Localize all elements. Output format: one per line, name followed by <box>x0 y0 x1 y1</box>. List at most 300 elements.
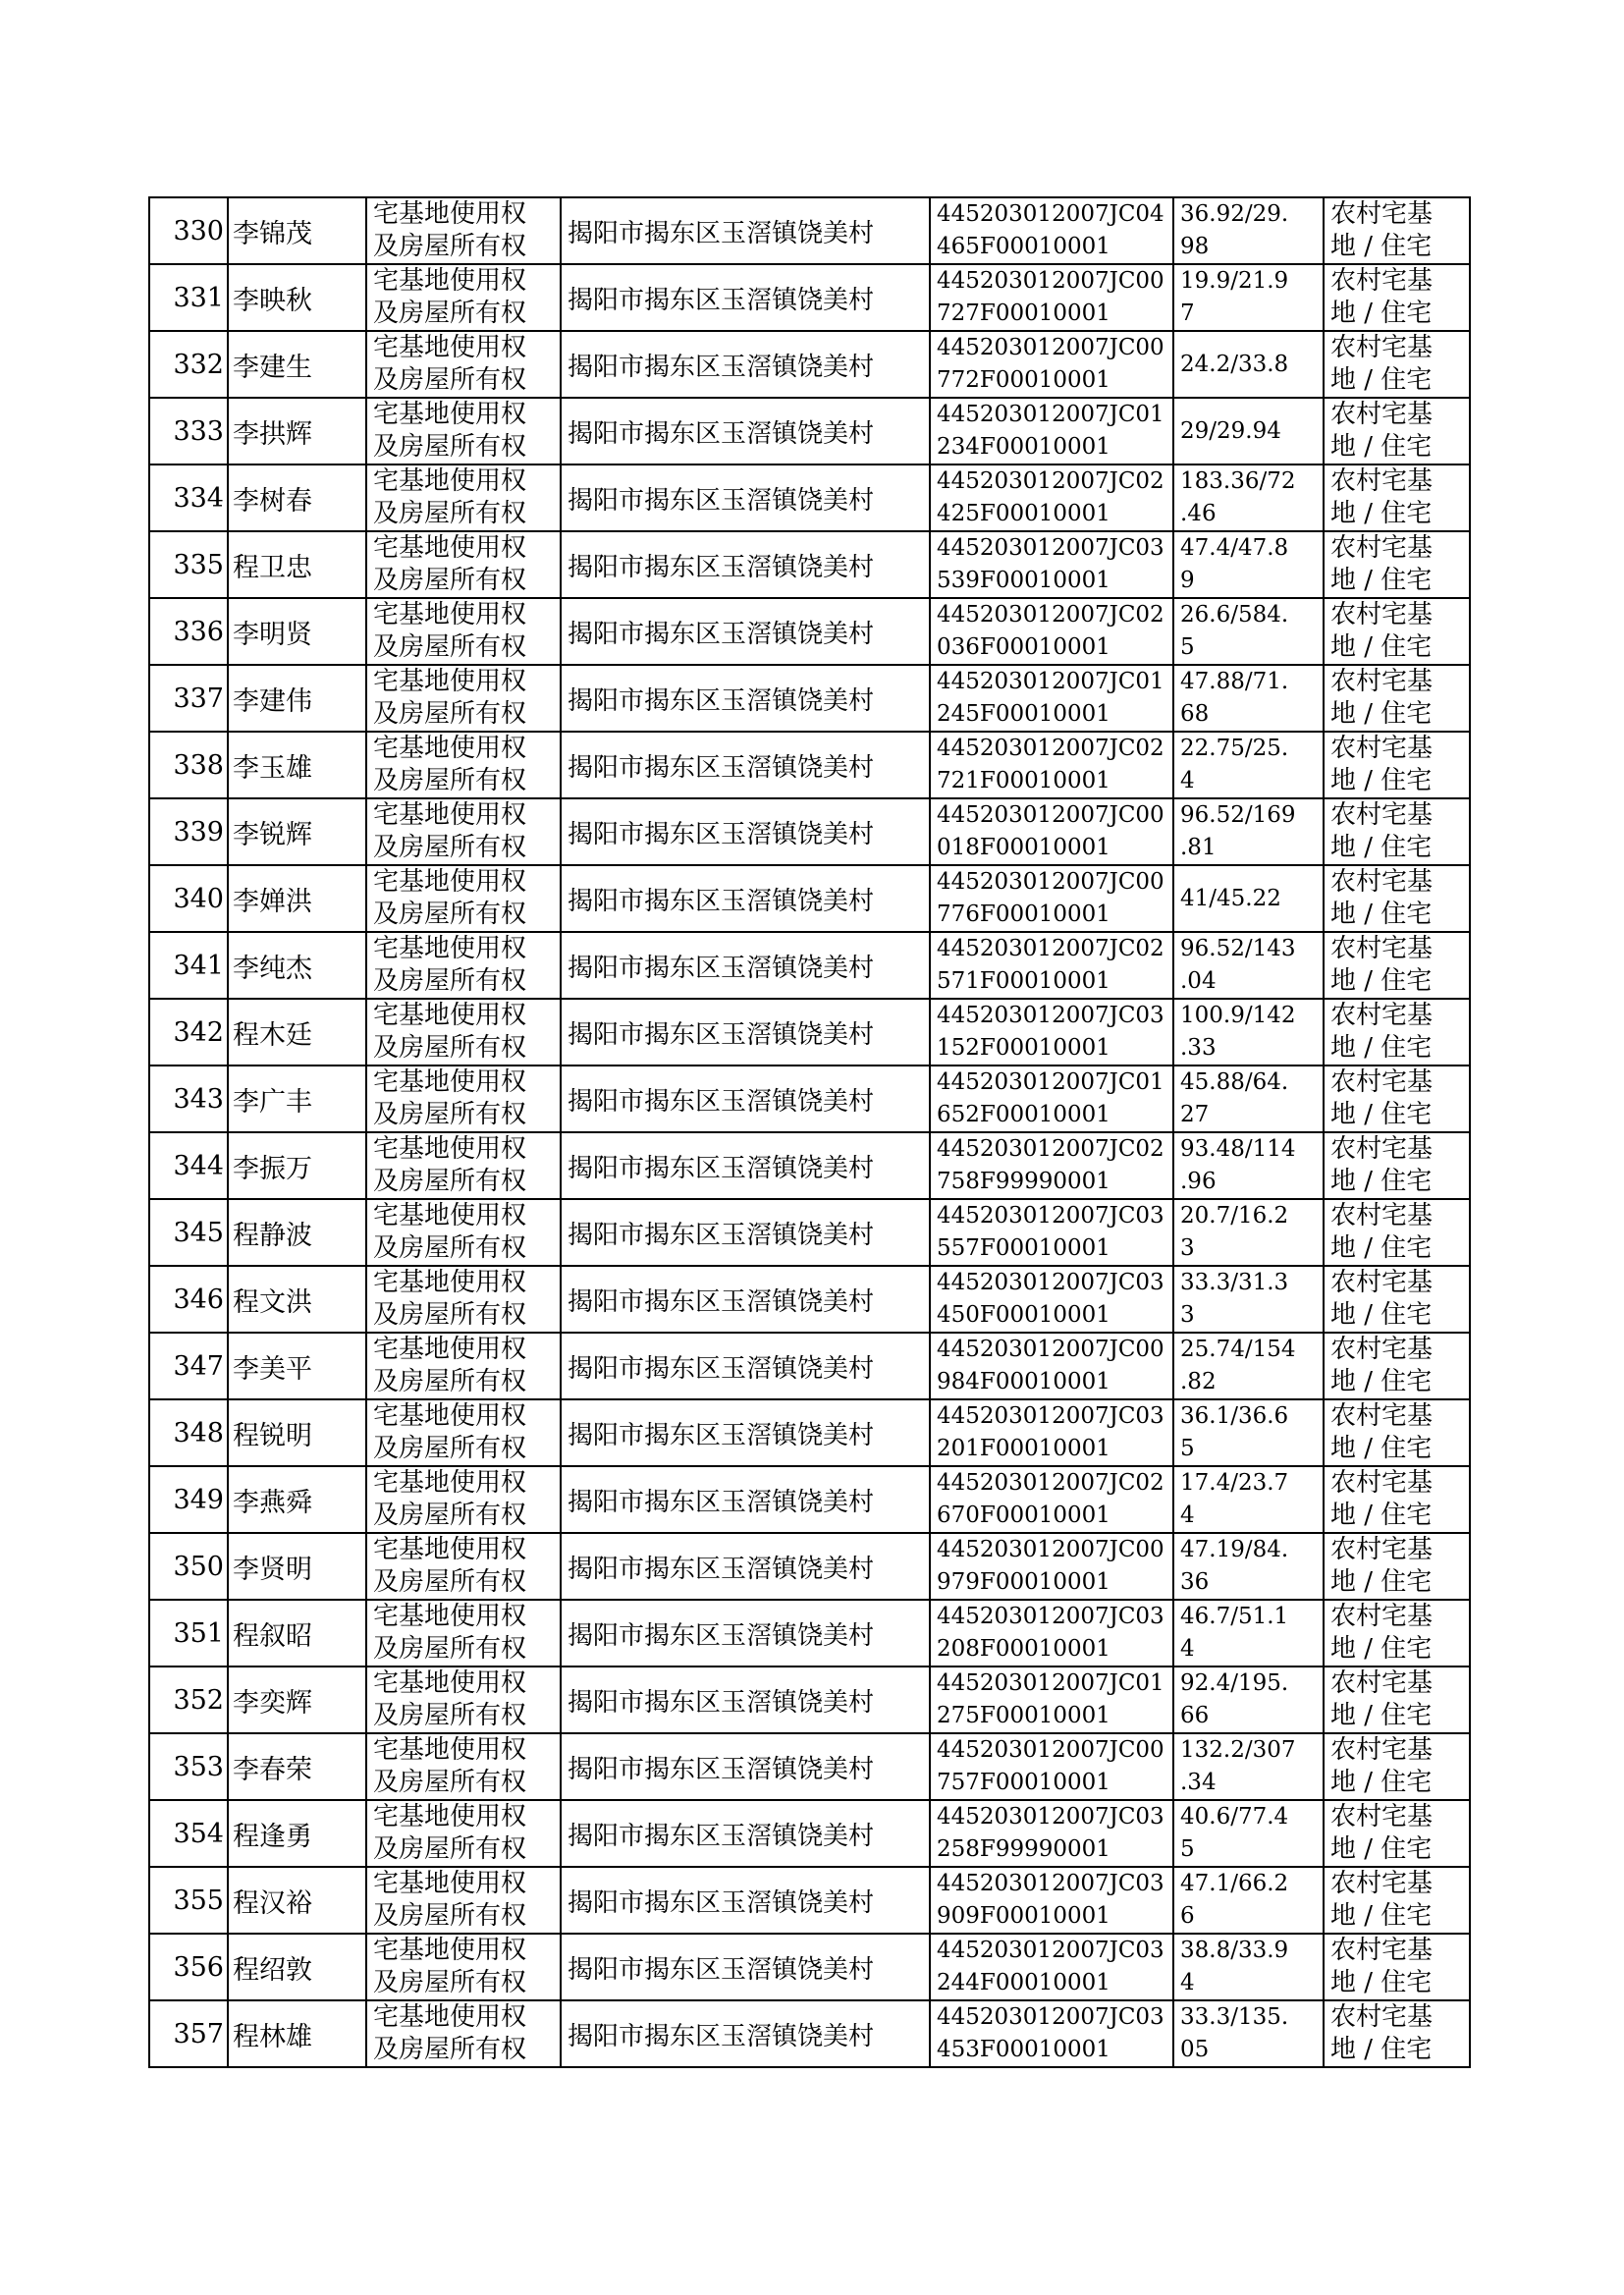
right-type <box>366 398 561 464</box>
parcel-code <box>930 1399 1173 1466</box>
parcel-code-line-2: 275F00010001 <box>937 1703 1110 1728</box>
parcel-code <box>930 1733 1173 1800</box>
location: 揭阳市揭东区玉滘镇饶美村 <box>561 1733 930 1800</box>
area-line-1: 33.3/31.3 <box>1180 1270 1289 1295</box>
usage-line-1: 农村宅基 <box>1330 1134 1434 1164</box>
owner-name: 李纯杰 <box>228 932 366 999</box>
parcel-code <box>930 999 1173 1066</box>
right-type-line-2: 及房屋所有权 <box>373 2035 527 2064</box>
parcel-code-line-2: 772F00010001 <box>937 367 1110 393</box>
right-type <box>366 798 561 865</box>
area-line-2: 5 <box>1180 634 1195 660</box>
area <box>1173 1600 1324 1667</box>
location: 揭阳市揭东区玉滘镇饶美村 <box>561 665 930 732</box>
right-type-line-1: 宅基地使用权 <box>373 1535 527 1564</box>
parcel-code-line-1: 445203012007JC00 <box>937 1737 1164 1763</box>
area-line-1: 100.9/142 <box>1180 1003 1296 1028</box>
right-type-line-2: 及房屋所有权 <box>373 1501 527 1530</box>
area <box>1173 1667 1324 1733</box>
right-type-line-2: 及房屋所有权 <box>373 299 527 328</box>
owner-name: 李婵洪 <box>228 865 366 932</box>
right-type-line-2: 及房屋所有权 <box>373 1100 527 1129</box>
parcel-code <box>930 1667 1173 1733</box>
usage <box>1324 2000 1470 2067</box>
location: 揭阳市揭东区玉滘镇饶美村 <box>561 1066 930 1132</box>
usage-line-2: 地 / 住宅 <box>1330 1300 1433 1330</box>
usage-line-2: 地 / 住宅 <box>1330 833 1433 862</box>
right-type-line-2: 及房屋所有权 <box>373 365 527 395</box>
usage-line-1: 农村宅基 <box>1330 266 1434 296</box>
usage-line-1: 农村宅基 <box>1330 934 1434 963</box>
row-number: 341 <box>149 932 228 999</box>
parcel-code <box>930 398 1173 464</box>
parcel-code-line-1: 445203012007JC00 <box>937 268 1164 294</box>
area <box>1173 1399 1324 1466</box>
usage-line-2: 地 / 住宅 <box>1330 766 1433 795</box>
parcel-code-line-1: 445203012007JC03 <box>937 2004 1164 2030</box>
area-line-2: .82 <box>1180 1369 1217 1394</box>
usage-line-1: 农村宅基 <box>1330 1001 1434 1030</box>
parcel-code <box>930 1600 1173 1667</box>
right-type <box>366 2000 561 2067</box>
usage <box>1324 932 1470 999</box>
area-line-1: 19.9/21.9 <box>1180 268 1289 294</box>
area-line-2: 4 <box>1180 1970 1195 1995</box>
row-number: 340 <box>149 865 228 932</box>
right-type-line-1: 宅基地使用权 <box>373 2002 527 2032</box>
owner-name: 李燕舜 <box>228 1466 366 1533</box>
usage-line-1: 农村宅基 <box>1330 199 1434 229</box>
usage-line-1: 农村宅基 <box>1330 867 1434 897</box>
area-line-1: 41/45.22 <box>1180 885 1281 911</box>
area-line-1: 47.1/66.2 <box>1180 1871 1289 1896</box>
row-number: 336 <box>149 598 228 665</box>
right-type <box>366 1600 561 1667</box>
right-type-line-1: 宅基地使用权 <box>373 600 527 629</box>
area-line-2: 5 <box>1180 1836 1195 1862</box>
right-type-line-1: 宅基地使用权 <box>373 1802 527 1831</box>
owner-name: 程汉裕 <box>228 1867 366 1934</box>
row-number: 344 <box>149 1132 228 1199</box>
parcel-code-line-1: 445203012007JC03 <box>937 1938 1164 1963</box>
owner-name: 李建生 <box>228 331 366 398</box>
parcel-code-line-1: 445203012007JC03 <box>937 1003 1164 1028</box>
table-row <box>149 2000 1470 2067</box>
area <box>1173 331 1324 398</box>
row-number: 346 <box>149 1266 228 1333</box>
area-line-2: 6 <box>1180 1903 1195 1929</box>
parcel-code-line-1: 445203012007JC01 <box>937 402 1164 427</box>
area-line-2: .46 <box>1180 501 1217 526</box>
area <box>1173 1934 1324 2000</box>
usage <box>1324 732 1470 798</box>
owner-name: 李贤明 <box>228 1533 366 1600</box>
usage-line-1: 农村宅基 <box>1330 667 1434 696</box>
location: 揭阳市揭东区玉滘镇饶美村 <box>561 197 930 264</box>
usage <box>1324 1132 1470 1199</box>
owner-name: 程锐明 <box>228 1399 366 1466</box>
parcel-code-line-1: 445203012007JC00 <box>937 869 1164 895</box>
row-number: 337 <box>149 665 228 732</box>
owner-name: 李树春 <box>228 464 366 531</box>
area-line-1: 36.92/29. <box>1180 201 1289 227</box>
usage <box>1324 1066 1470 1132</box>
table-row <box>149 1399 1470 1466</box>
right-type-line-2: 及房屋所有权 <box>373 1901 527 1931</box>
area-line-1: 25.74/154 <box>1180 1337 1296 1362</box>
area-line-1: 29/29.94 <box>1180 417 1281 444</box>
area-line-1: 47.19/84. <box>1180 1537 1289 1562</box>
right-type-line-2: 及房屋所有权 <box>373 499 527 528</box>
table-row <box>149 732 1470 798</box>
usage-line-1: 农村宅基 <box>1330 1468 1434 1498</box>
row-number: 350 <box>149 1533 228 1600</box>
area <box>1173 732 1324 798</box>
location: 揭阳市揭东区玉滘镇饶美村 <box>561 2000 930 2067</box>
usage-line-2: 地 / 住宅 <box>1330 365 1433 395</box>
area <box>1173 1800 1324 1867</box>
right-type-line-1: 宅基地使用权 <box>373 1335 527 1364</box>
location: 揭阳市揭东区玉滘镇饶美村 <box>561 1132 930 1199</box>
parcel-code-line-1: 445203012007JC02 <box>937 468 1164 494</box>
area <box>1173 598 1324 665</box>
right-type-line-1: 宅基地使用权 <box>373 199 527 229</box>
area <box>1173 531 1324 598</box>
table-row <box>149 1934 1470 2000</box>
parcel-code <box>930 264 1173 331</box>
usage-line-2: 地 / 住宅 <box>1330 299 1433 328</box>
table-row <box>149 531 1470 598</box>
parcel-code-line-2: 201F00010001 <box>937 1436 1110 1461</box>
owner-name: 程卫忠 <box>228 531 366 598</box>
right-type-line-2: 及房屋所有权 <box>373 1567 527 1597</box>
location: 揭阳市揭东区玉滘镇饶美村 <box>561 932 930 999</box>
location: 揭阳市揭东区玉滘镇饶美村 <box>561 264 930 331</box>
row-number: 354 <box>149 1800 228 1867</box>
row-number: 355 <box>149 1867 228 1934</box>
parcel-code-line-1: 445203012007JC00 <box>937 335 1164 360</box>
parcel-code-line-2: 018F00010001 <box>937 835 1110 860</box>
right-type <box>366 1199 561 1266</box>
owner-name: 李明贤 <box>228 598 366 665</box>
parcel-code-line-2: 721F00010001 <box>937 768 1110 793</box>
right-type <box>366 1934 561 2000</box>
right-type-line-2: 及房屋所有权 <box>373 232 527 261</box>
table-row <box>149 1733 1470 1800</box>
usage-line-2: 地 / 住宅 <box>1330 900 1433 929</box>
row-number: 335 <box>149 531 228 598</box>
area-line-2: .33 <box>1180 1035 1217 1061</box>
area-line-2: 05 <box>1180 2037 1210 2062</box>
usage-line-1: 农村宅基 <box>1330 2002 1434 2032</box>
right-type <box>366 1266 561 1333</box>
right-type <box>366 598 561 665</box>
area <box>1173 1066 1324 1132</box>
usage <box>1324 531 1470 598</box>
right-type-line-1: 宅基地使用权 <box>373 1201 527 1230</box>
usage-line-1: 农村宅基 <box>1330 800 1434 830</box>
parcel-code-line-2: 757F00010001 <box>937 1770 1110 1795</box>
right-type <box>366 1533 561 1600</box>
parcel-code-line-2: 234F00010001 <box>937 434 1110 460</box>
area-line-1: 45.88/64. <box>1180 1069 1289 1095</box>
parcel-code-line-2: 979F00010001 <box>937 1569 1110 1595</box>
usage-line-2: 地 / 住宅 <box>1330 1834 1433 1864</box>
parcel-code <box>930 464 1173 531</box>
usage-line-1: 农村宅基 <box>1330 1869 1434 1898</box>
owner-name: 李玉雄 <box>228 732 366 798</box>
usage <box>1324 1733 1470 1800</box>
right-type-line-1: 宅基地使用权 <box>373 333 527 362</box>
right-type-line-2: 及房屋所有权 <box>373 1834 527 1864</box>
owner-name: 程叙昭 <box>228 1600 366 1667</box>
usage-line-2: 地 / 住宅 <box>1330 1033 1433 1063</box>
right-type-line-1: 宅基地使用权 <box>373 1869 527 1898</box>
parcel-code <box>930 598 1173 665</box>
parcel-code-line-2: 152F00010001 <box>937 1035 1110 1061</box>
right-type <box>366 531 561 598</box>
parcel-code-line-2: 208F00010001 <box>937 1636 1110 1662</box>
location: 揭阳市揭东区玉滘镇饶美村 <box>561 1600 930 1667</box>
right-type-line-1: 宅基地使用权 <box>373 934 527 963</box>
right-type-line-1: 宅基地使用权 <box>373 466 527 496</box>
table-row <box>149 464 1470 531</box>
area-line-2: 36 <box>1180 1569 1210 1595</box>
usage-line-2: 地 / 住宅 <box>1330 432 1433 462</box>
right-type <box>366 331 561 398</box>
usage <box>1324 1800 1470 1867</box>
parcel-code <box>930 932 1173 999</box>
right-type-line-2: 及房屋所有权 <box>373 632 527 662</box>
row-number: 351 <box>149 1600 228 1667</box>
usage-line-2: 地 / 住宅 <box>1330 1567 1433 1597</box>
area-line-2: .04 <box>1180 968 1217 994</box>
right-type <box>366 264 561 331</box>
row-number: 343 <box>149 1066 228 1132</box>
table-body <box>149 197 1470 2067</box>
area <box>1173 1199 1324 1266</box>
usage-line-1: 农村宅基 <box>1330 1201 1434 1230</box>
row-number: 333 <box>149 398 228 464</box>
right-type <box>366 665 561 732</box>
location: 揭阳市揭东区玉滘镇饶美村 <box>561 1867 930 1934</box>
row-number: 342 <box>149 999 228 1066</box>
right-type-line-1: 宅基地使用权 <box>373 1401 527 1431</box>
usage <box>1324 1600 1470 1667</box>
usage <box>1324 464 1470 531</box>
parcel-code-line-1: 445203012007JC03 <box>937 1203 1164 1229</box>
usage <box>1324 197 1470 264</box>
area-line-1: 132.2/307 <box>1180 1737 1296 1763</box>
parcel-code <box>930 197 1173 264</box>
owner-name: 程绍敦 <box>228 1934 366 2000</box>
table-row <box>149 1199 1470 1266</box>
area-line-2: 98 <box>1180 234 1210 259</box>
location: 揭阳市揭东区玉滘镇饶美村 <box>561 1667 930 1733</box>
right-type-line-1: 宅基地使用权 <box>373 1001 527 1030</box>
parcel-code-line-1: 445203012007JC01 <box>937 669 1164 694</box>
usage-line-2: 地 / 住宅 <box>1330 1901 1433 1931</box>
right-type-line-2: 及房屋所有权 <box>373 900 527 929</box>
usage-line-1: 农村宅基 <box>1330 1602 1434 1631</box>
area-line-2: 4 <box>1180 768 1195 793</box>
table-row <box>149 197 1470 264</box>
area <box>1173 264 1324 331</box>
usage <box>1324 1333 1470 1399</box>
area <box>1173 1466 1324 1533</box>
row-number: 353 <box>149 1733 228 1800</box>
owner-name: 程木廷 <box>228 999 366 1066</box>
area <box>1173 2000 1324 2067</box>
parcel-code-line-2: 727F00010001 <box>937 301 1110 326</box>
parcel-code <box>930 1867 1173 1934</box>
table-row <box>149 331 1470 398</box>
usage-line-1: 农村宅基 <box>1330 734 1434 763</box>
table-row <box>149 1466 1470 1533</box>
area-line-2: 4 <box>1180 1503 1195 1528</box>
parcel-code-line-2: 465F00010001 <box>937 234 1110 259</box>
right-type-line-1: 宅基地使用权 <box>373 1602 527 1631</box>
usage-line-1: 农村宅基 <box>1330 1802 1434 1831</box>
usage-line-1: 农村宅基 <box>1330 1067 1434 1097</box>
right-type-line-2: 及房屋所有权 <box>373 833 527 862</box>
row-number: 348 <box>149 1399 228 1466</box>
usage-line-2: 地 / 住宅 <box>1330 1233 1433 1263</box>
parcel-code-line-1: 445203012007JC02 <box>937 602 1164 628</box>
location: 揭阳市揭东区玉滘镇饶美村 <box>561 732 930 798</box>
location: 揭阳市揭东区玉滘镇饶美村 <box>561 598 930 665</box>
right-type-line-1: 宅基地使用权 <box>373 1067 527 1097</box>
usage-line-1: 农村宅基 <box>1330 1268 1434 1297</box>
usage-line-1: 农村宅基 <box>1330 600 1434 629</box>
usage-line-2: 地 / 住宅 <box>1330 632 1433 662</box>
table-row <box>149 1667 1470 1733</box>
right-type-line-1: 宅基地使用权 <box>373 667 527 696</box>
right-type-line-1: 宅基地使用权 <box>373 734 527 763</box>
parcel-code-line-1: 445203012007JC03 <box>937 1270 1164 1295</box>
row-number: 347 <box>149 1333 228 1399</box>
usage-line-1: 农村宅基 <box>1330 333 1434 362</box>
table-row <box>149 999 1470 1066</box>
area <box>1173 1132 1324 1199</box>
right-type <box>366 1800 561 1867</box>
area-line-1: 24.2/33.8 <box>1180 351 1289 377</box>
area-line-1: 93.48/114 <box>1180 1136 1296 1162</box>
usage <box>1324 598 1470 665</box>
area-line-2: 4 <box>1180 1636 1195 1662</box>
parcel-code-line-1: 445203012007JC02 <box>937 1470 1164 1496</box>
usage-line-2: 地 / 住宅 <box>1330 1367 1433 1396</box>
usage-line-2: 地 / 住宅 <box>1330 1100 1433 1129</box>
area-line-2: .34 <box>1180 1770 1217 1795</box>
table-row <box>149 264 1470 331</box>
row-number: 338 <box>149 732 228 798</box>
location: 揭阳市揭东区玉滘镇饶美村 <box>561 798 930 865</box>
area-line-1: 96.52/169 <box>1180 802 1296 828</box>
row-number: 357 <box>149 2000 228 2067</box>
usage <box>1324 1934 1470 2000</box>
parcel-code <box>930 1266 1173 1333</box>
usage-line-2: 地 / 住宅 <box>1330 1968 1433 1997</box>
table-row <box>149 1066 1470 1132</box>
right-type <box>366 865 561 932</box>
parcel-code <box>930 1132 1173 1199</box>
location: 揭阳市揭东区玉滘镇饶美村 <box>561 1800 930 1867</box>
area-line-1: 47.88/71. <box>1180 669 1289 694</box>
location: 揭阳市揭东区玉滘镇饶美村 <box>561 1466 930 1533</box>
right-type-line-1: 宅基地使用权 <box>373 1268 527 1297</box>
area-line-2: 9 <box>1180 568 1195 593</box>
usage <box>1324 1466 1470 1533</box>
right-type-line-1: 宅基地使用权 <box>373 867 527 897</box>
usage-line-1: 农村宅基 <box>1330 400 1434 429</box>
parcel-code <box>930 1533 1173 1600</box>
area-line-2: .81 <box>1180 835 1217 860</box>
usage-line-2: 地 / 住宅 <box>1330 1768 1433 1797</box>
parcel-code <box>930 665 1173 732</box>
table-row <box>149 1800 1470 1867</box>
right-type <box>366 932 561 999</box>
area <box>1173 1867 1324 1934</box>
usage <box>1324 1867 1470 1934</box>
table-row <box>149 598 1470 665</box>
owner-name: 程文洪 <box>228 1266 366 1333</box>
owner-name: 程逢勇 <box>228 1800 366 1867</box>
right-type-line-2: 及房屋所有权 <box>373 1434 527 1463</box>
usage <box>1324 1533 1470 1600</box>
right-type <box>366 1667 561 1733</box>
table-row <box>149 1266 1470 1333</box>
owner-name: 李广丰 <box>228 1066 366 1132</box>
right-type-line-2: 及房屋所有权 <box>373 1968 527 1997</box>
parcel-code-line-1: 445203012007JC04 <box>937 201 1164 227</box>
location: 揭阳市揭东区玉滘镇饶美村 <box>561 1266 930 1333</box>
usage <box>1324 398 1470 464</box>
parcel-code <box>930 1800 1173 1867</box>
right-type-line-1: 宅基地使用权 <box>373 266 527 296</box>
owner-name: 李锐辉 <box>228 798 366 865</box>
right-type-line-1: 宅基地使用权 <box>373 1735 527 1765</box>
owner-name: 李锦茂 <box>228 197 366 264</box>
row-number: 352 <box>149 1667 228 1733</box>
row-number: 356 <box>149 1934 228 2000</box>
location: 揭阳市揭东区玉滘镇饶美村 <box>561 531 930 598</box>
area-line-2: 5 <box>1180 1436 1195 1461</box>
right-type-line-2: 及房屋所有权 <box>373 1167 527 1196</box>
table-row <box>149 398 1470 464</box>
area <box>1173 1533 1324 1600</box>
area <box>1173 999 1324 1066</box>
area-line-1: 183.36/72 <box>1180 468 1296 494</box>
parcel-code-line-2: 984F00010001 <box>937 1369 1110 1394</box>
usage-line-2: 地 / 住宅 <box>1330 966 1433 996</box>
area <box>1173 798 1324 865</box>
usage-line-2: 地 / 住宅 <box>1330 1701 1433 1730</box>
usage-line-2: 地 / 住宅 <box>1330 1167 1433 1196</box>
parcel-code-line-2: 571F00010001 <box>937 968 1110 994</box>
location: 揭阳市揭东区玉滘镇饶美村 <box>561 331 930 398</box>
area-line-1: 38.8/33.9 <box>1180 1938 1289 1963</box>
owner-name: 李映秋 <box>228 264 366 331</box>
usage-line-2: 地 / 住宅 <box>1330 2035 1433 2064</box>
usage <box>1324 331 1470 398</box>
area-line-1: 20.7/16.2 <box>1180 1203 1289 1229</box>
area-line-2: 3 <box>1180 1235 1195 1261</box>
usage-line-2: 地 / 住宅 <box>1330 499 1433 528</box>
area-line-1: 36.1/36.6 <box>1180 1403 1289 1429</box>
right-type <box>366 1333 561 1399</box>
parcel-code <box>930 1934 1173 2000</box>
